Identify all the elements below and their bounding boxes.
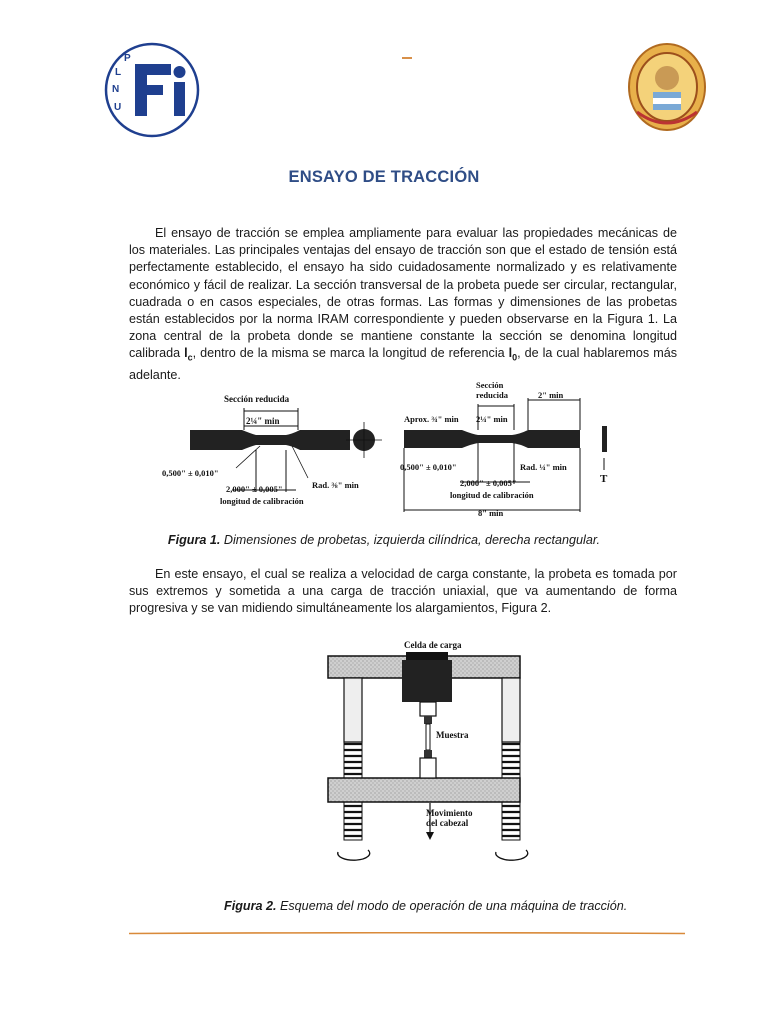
- load-cell: [402, 652, 452, 724]
- intro-text-a: El ensayo de tracción se emplea ampliamente para evaluar las propiedades mecánicas de los materiales. Las principales ventajas del ensayo de tracción son que el estado de tensión está perfectamente establecido, el ensayo ha sido cuidadosamente normalizado y es relativamente económico y fácil de realizar. La sección transversal de la probeta puede ser circular, rectangular, cuadrada o en casos especiales, de otras formas. Las formas y dimensiones de las probetas están establecidos por la norma IRAM correspondiente y pueden observarse en la Figura 1. La zona central de la probeta donde se mantiene constante la sección se denomina longitud calibrada: [129, 226, 677, 361]
- logo-letter-l: L: [115, 67, 122, 78]
- intro-text-b: , dentro de la misma se marca la longitud de referencia: [192, 346, 509, 361]
- label-min-2-14-left: 2¼" min: [246, 416, 280, 426]
- test-paragraph: [129, 566, 677, 618]
- figure-1-specimen-diagram: [160, 378, 632, 518]
- intro-text-c: , de la cual hablaremos más adelante.: [129, 346, 677, 383]
- circular-section: [346, 422, 382, 458]
- unlp-seal-logo: [627, 42, 707, 132]
- header-dash: [402, 57, 412, 59]
- figure-1-caption-label: Figura 1.: [167, 533, 221, 547]
- rectangular-specimen: [400, 380, 608, 518]
- logo-letter-u: U: [114, 102, 122, 113]
- unlp-fi-logo: [102, 42, 202, 138]
- symbol-l0: l: [508, 346, 513, 361]
- label-long-calib-right: longitud de calibración: [450, 490, 534, 500]
- label-seccion-right-2: reducida: [476, 390, 508, 400]
- label-rad-14: Rad. ¼" min: [520, 462, 567, 472]
- figure-2-caption-label: Figura 2.: [224, 899, 277, 913]
- test-paragraph-text: En este ensayo, el cual se realiza a velocidad de carga constante, la probeta es tomada por sus extremos y sometida a una carga de tracción uniaxial, que va aumentando de forma progresiva y se van midiendo simultáneamente los alargamientos, Figura 2.: [129, 567, 677, 616]
- label-t: T: [600, 473, 608, 485]
- label-l-2000-left: 2,000" ± 0,005": [226, 484, 283, 494]
- symbol-lc: l: [184, 346, 188, 361]
- label-rad-38: Rad. ⅜" min: [312, 480, 359, 490]
- label-seccion-right-1: Sección: [476, 380, 504, 390]
- label-d-0500-right: 0,500" ± 0,010": [400, 462, 457, 472]
- intro-paragraph: [129, 225, 677, 384]
- symbol-lc-sub: c: [187, 352, 193, 363]
- figure-2-tensile-machine: [290, 628, 550, 878]
- label-muestra: Muestra: [436, 730, 469, 740]
- figure-2-caption-text: Esquema del modo de operación de una máquina de tracción.: [276, 899, 628, 913]
- figure-1-caption-text: Dimensiones de probetas, izquierda cilíndrica, derecha rectangular.: [220, 533, 601, 547]
- figure-1-caption: [0, 533, 768, 547]
- label-d-0500-left: 0,500" ± 0,010": [162, 468, 219, 478]
- specimen-sample: [420, 724, 436, 778]
- logo-letter-n: N: [112, 84, 120, 95]
- label-long-calib-left: longitud de calibración: [220, 496, 304, 506]
- label-aprox-34: Aprox. ¾" min: [404, 414, 459, 424]
- label-min-2: 2" min: [538, 390, 564, 400]
- cylindrical-specimen: [162, 394, 359, 506]
- page-title: ENSAYO DE TRACCIÓN: [288, 168, 480, 186]
- label-movimiento: Movimiento: [426, 808, 473, 818]
- symbol-l0-sub: 0: [512, 352, 518, 363]
- label-min-8: 8" min: [478, 508, 504, 518]
- figure-2-caption: [224, 899, 627, 913]
- footer-divider: [129, 932, 685, 935]
- label-del-cabezal: del cabezal: [426, 818, 469, 828]
- label-seccion-reducida-left: Sección reducida: [224, 394, 290, 404]
- label-min-2-14-right: 2¼" min: [476, 414, 508, 424]
- logo-letter-p: P: [124, 53, 131, 64]
- label-celda-de-carga: Celda de carga: [404, 640, 462, 650]
- label-l-2000-right: 2,000" ± 0,005": [460, 478, 517, 488]
